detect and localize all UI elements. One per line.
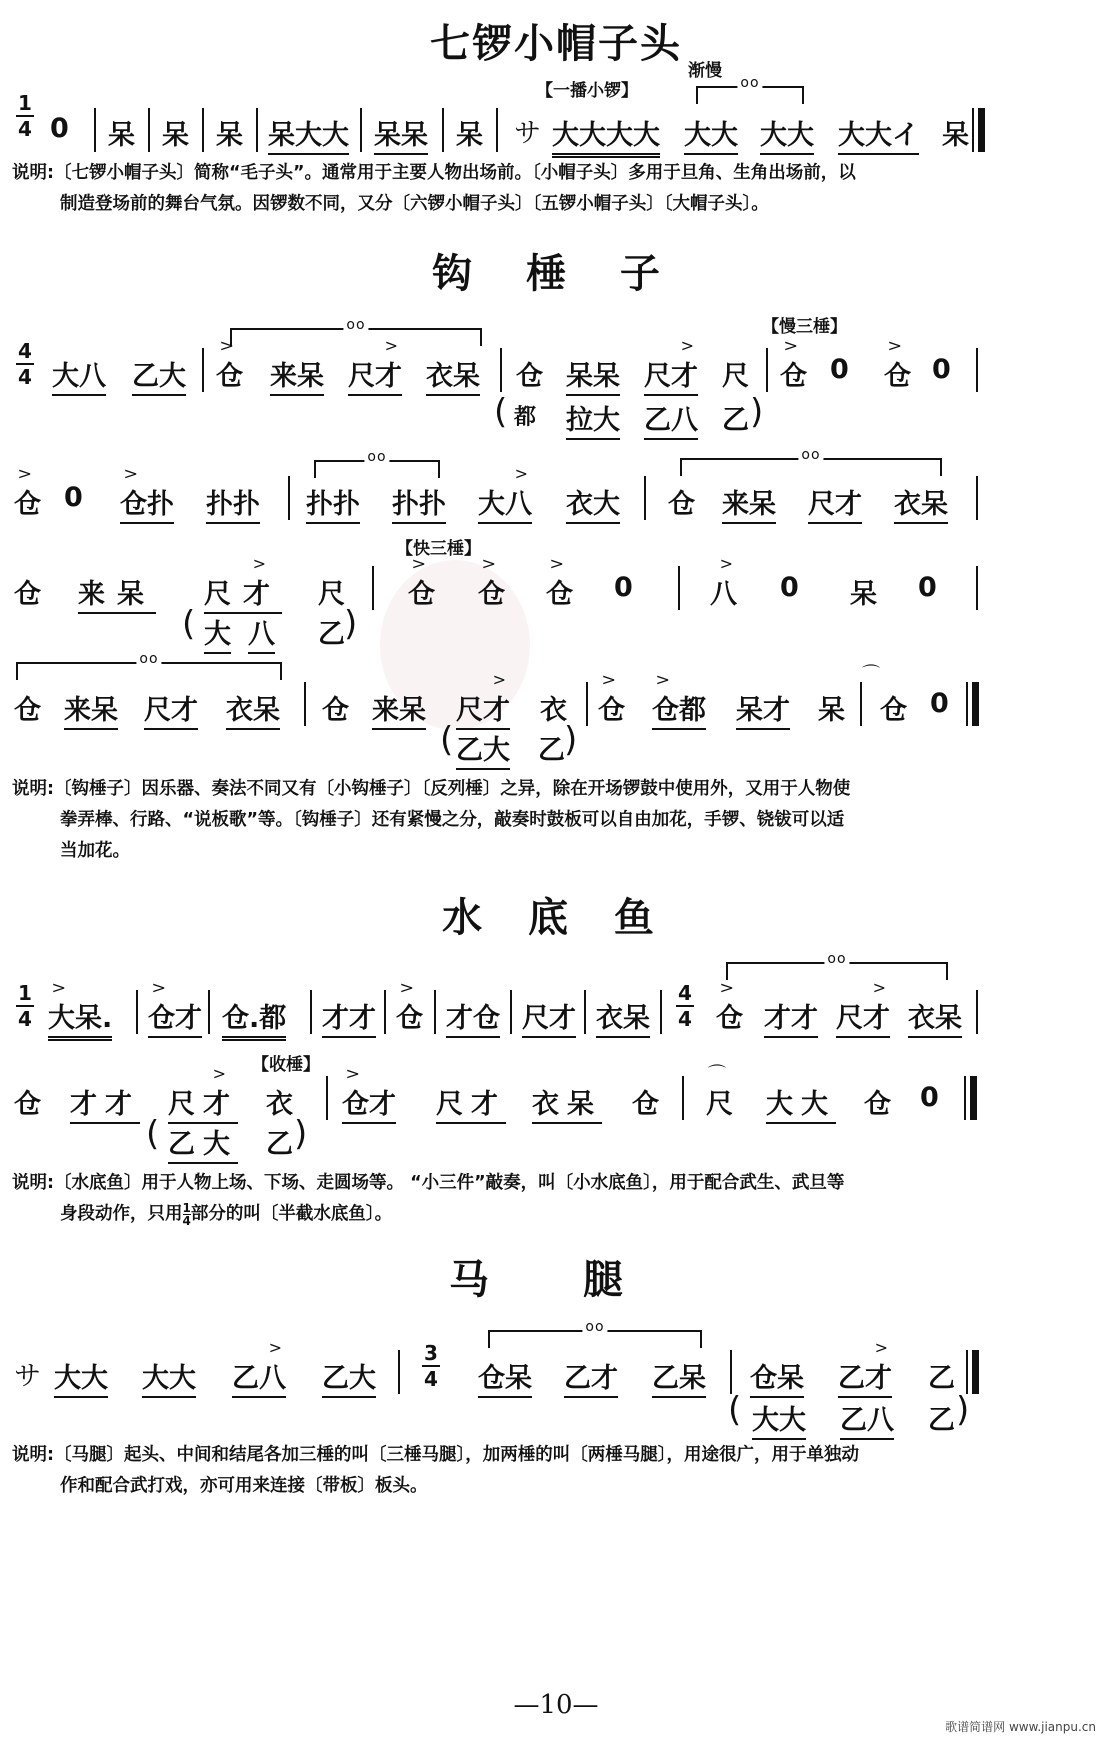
barline (360, 108, 362, 152)
score-symbol: 仓.都 (222, 996, 286, 1041)
final-barline (966, 682, 968, 726)
score-symbol: > 尺才 (348, 354, 402, 396)
score-symbol: > 仓 (546, 572, 573, 611)
score-symbol: 0 (830, 354, 849, 385)
score-symbol: 仓 (632, 1089, 659, 1120)
barline (678, 566, 680, 610)
barline (496, 108, 498, 152)
barline (310, 990, 312, 1034)
tempo-tag: 【慢三棰】 (762, 317, 847, 337)
score-symbol: 乙大 (132, 354, 186, 396)
time-signature: 3 4 (420, 1342, 442, 1390)
score-symbol: 大 (204, 612, 231, 654)
score-symbol: 大大大大 (552, 113, 660, 158)
score-symbol: 衣呆 (532, 1082, 602, 1124)
score-symbol: 呆呆 (566, 354, 620, 396)
score-symbol: 都 (514, 405, 537, 430)
barline (384, 990, 386, 1034)
barline (976, 566, 978, 610)
score-symbol: > 尺才 (168, 1082, 238, 1124)
barline (660, 990, 662, 1034)
score-symbol: 呆 (162, 120, 189, 151)
barline (976, 990, 978, 1034)
fraction: $\frac{1}{4}$ (182, 1200, 191, 1228)
barline (202, 348, 204, 392)
repeat-bracket: oo (488, 1330, 702, 1348)
score-symbol: 乙 (318, 619, 345, 650)
score-symbol: > 仓 (478, 572, 505, 611)
score-symbol: 才才 (764, 996, 818, 1038)
score-symbol: 大八 (52, 354, 106, 396)
score-symbol: 大大 (766, 1082, 836, 1124)
barline (510, 990, 512, 1034)
explanation-note: 说明:〔七锣小帽子头〕简称“毛子头”。通常用于主要人物出场前。〔小帽子头〕多用于旦角、生角出场前，以 制造登场前的舞台气氛。因锣数不同，又分〔六锣小帽子头〕〔五锣小帽子头〕〔大帽子头〕。 (12, 163, 856, 214)
barline (398, 1350, 400, 1394)
close-paren: ) (956, 1390, 970, 1430)
score-symbol: 呆呆 (374, 113, 428, 155)
score-symbol: 0 (614, 572, 633, 603)
score-symbol: 尺 (722, 361, 749, 392)
score-symbol: 衣呆 (426, 354, 480, 396)
score-symbol: 大大 (760, 113, 814, 155)
score-symbol: 仓 (668, 489, 695, 520)
final-barline (970, 1076, 977, 1120)
barline (288, 476, 290, 520)
score-symbol: 呆才 (736, 688, 790, 730)
barline (94, 108, 96, 152)
score-symbol: > 仓 (396, 996, 423, 1035)
score-symbol: 衣 (266, 1089, 293, 1120)
score-symbol: 扑扑 (392, 482, 446, 524)
score-symbol: 乙八 (840, 1398, 894, 1440)
score-symbol: 仓 (14, 695, 41, 726)
repeat-bracket: oo (726, 962, 948, 980)
score-symbol: 扑扑 (306, 482, 360, 524)
repeat-bracket: oo (314, 460, 440, 478)
score-symbol: > 仓 (14, 482, 41, 521)
tempo-marking: 渐慢 (688, 61, 722, 81)
score-symbol: 衣呆 (894, 482, 948, 524)
barline (766, 348, 768, 392)
score-symbol: 来呆 (78, 572, 156, 614)
score-symbol: > 八 (710, 572, 737, 611)
score-symbol: 乙 (266, 1129, 293, 1160)
score-symbol: サ (14, 1361, 41, 1392)
score-symbol: 来呆 (722, 482, 776, 524)
score-symbol: 呆大大 (268, 113, 349, 155)
close-paren: ) (344, 604, 358, 644)
tempo-tag: 【一播小锣】 (536, 81, 638, 101)
score-symbol: > 仓 (780, 354, 807, 393)
score-symbol: 仓 (14, 579, 41, 610)
score-symbol: 仓 (864, 1089, 891, 1120)
score-symbol: 呆 (850, 579, 877, 610)
tempo-tag: 【收棰】 (252, 1055, 320, 1075)
explanation-note: 说明:〔钩棰子〕因乐器、奏法不同又有〔小钩棰子〕〔反列棰〕之异，除在开场锣鼓中使用外，又用于人物使 拳弄棒、行路、“说板歌”等。〔钩棰子〕还有紧慢之分，敲奏时鼓板可以自由加花，手锣、铙钹可以适 当加花。 (12, 779, 851, 861)
score-symbol: 大大 (752, 1398, 806, 1440)
barline (976, 348, 978, 392)
score-symbol: > 大呆. (48, 996, 112, 1041)
score-symbol: 八 (248, 612, 275, 654)
score-symbol: 0 (64, 482, 83, 513)
repeat-bracket: oo (696, 86, 804, 104)
close-paren: ) (564, 720, 578, 760)
time-signature: 4 4 (14, 340, 36, 388)
score-symbol: 呆 (942, 120, 969, 151)
barline (202, 108, 204, 152)
site-watermark: 歌谱简谱网 www.jianpu.cn (945, 1720, 1096, 1734)
score-symbol: 扑扑 (206, 482, 260, 524)
score-symbol: 0 (50, 113, 69, 144)
barline (682, 1076, 684, 1120)
barline (136, 990, 138, 1034)
explanation-note: 说明:〔马腿〕起头、中间和结尾各加三棰的叫〔三棰马腿〕，加两棰的叫〔两棰马腿〕，用途很广，用于单独动 作和配合武打戏，亦可用来连接〔带板〕板头。 (12, 1445, 859, 1496)
score-symbol: 来呆 (270, 354, 324, 396)
open-paren: ( (440, 720, 454, 760)
score-symbol: 仓呆 (750, 1356, 804, 1398)
repeat-bracket: oo (680, 458, 942, 476)
score-symbol: 来呆 (372, 688, 426, 730)
score-symbol: > 乙才 (838, 1356, 892, 1398)
score-symbol: > 仓 (216, 354, 243, 393)
score-symbol: 大大 (54, 1356, 108, 1398)
section-title-matui: 马 腿 (449, 1256, 663, 1303)
barline (586, 682, 588, 726)
score-symbol: > 尺才 (836, 996, 890, 1038)
score-symbol: 0 (930, 688, 949, 719)
score-symbol: 乙大 (168, 1122, 238, 1164)
score-symbol: 才才 (70, 1082, 140, 1124)
barline (148, 108, 150, 152)
score-symbol: 大大 (142, 1356, 196, 1398)
score-symbol: 衣大 (566, 482, 620, 524)
score-symbol: 0 (780, 572, 799, 603)
score-symbol: 才才 (322, 996, 376, 1038)
score-symbol: 尺才 (144, 688, 198, 730)
close-paren: ) (750, 392, 764, 432)
score-symbol: > 尺才 (204, 572, 282, 614)
score-symbol: 0 (918, 572, 937, 603)
score-symbol: 乙大 (456, 728, 510, 770)
close-paren: ) (294, 1114, 308, 1154)
score-symbol: 才仓 (446, 996, 500, 1038)
time-signature: 4 4 (674, 982, 696, 1030)
score-symbol: 尺才 (436, 1082, 506, 1124)
score-symbol: 乙 (538, 735, 565, 766)
barline (730, 1350, 732, 1394)
score-symbol: 0 (920, 1082, 939, 1113)
fermata-barline (860, 682, 862, 726)
score-symbol: 乙 (722, 405, 749, 436)
final-barline (972, 682, 979, 726)
score-symbol: > 仓 (408, 572, 435, 611)
barline (644, 476, 646, 520)
time-signature: 1 4 (14, 982, 36, 1030)
score-symbol: 乙 (928, 1363, 955, 1394)
score-symbol: 仓 (880, 695, 907, 726)
score-symbol: 乙 (928, 1405, 955, 1436)
barline (500, 348, 502, 392)
tempo-tag: 【快三棰】 (396, 539, 481, 559)
barline (304, 682, 306, 726)
score-symbol: 大大イ (838, 113, 919, 155)
score-symbol: 尺才 (808, 482, 862, 524)
score-symbol: 衣呆 (908, 996, 962, 1038)
score-symbol: 乙才 (564, 1356, 618, 1398)
explanation-note: 说明:〔水底鱼〕用于人物上场、下场、走圆场等。 “小三件”敲奏，叫〔小水底鱼〕，用于配合武生、武旦等 身段动作，只用$\frac{1}{4}$部分的叫〔半截水底鱼〕。 (12, 1173, 845, 1228)
score-symbol: 衣 (540, 695, 567, 726)
barline (434, 990, 436, 1034)
score-symbol: 衣呆 (226, 688, 280, 730)
score-symbol: > 乙八 (232, 1356, 286, 1398)
open-paren: ( (182, 604, 196, 644)
score-symbol: > 仓 (716, 996, 743, 1035)
open-paren: ( (728, 1390, 742, 1430)
score-symbol: > 仓 (884, 354, 911, 393)
score-symbol: > 尺才 (644, 354, 698, 396)
section-title-gouchuizi: 钩 棰 子 (432, 250, 680, 297)
score-symbol: 仓 (322, 695, 349, 726)
barline (326, 1076, 328, 1120)
repeat-bracket: oo (16, 662, 282, 680)
final-barline (964, 1076, 966, 1120)
score-symbol: > 尺才 (456, 688, 510, 730)
open-paren: ( (494, 392, 508, 432)
score-symbol: 乙呆 (652, 1356, 706, 1398)
score-symbol: > 仓才 (148, 996, 202, 1038)
time-signature: 1 4 (14, 92, 36, 140)
score-symbol: 大大 (684, 113, 738, 155)
final-barline (966, 1350, 968, 1394)
barline (208, 990, 210, 1034)
barline (584, 990, 586, 1034)
section-title-qiluo: 七锣小帽子头 (430, 20, 682, 67)
score-symbol: 乙八 (644, 398, 698, 440)
barline (372, 566, 374, 610)
score-symbol: > 仓都 (652, 688, 706, 730)
score-symbol: 拉大 (566, 398, 620, 440)
score-symbol: > 仓扑 (120, 482, 174, 524)
score-symbol: 尺 (318, 579, 345, 610)
score-symbol: 尺才 (522, 996, 576, 1038)
score-symbol: > 仓 (598, 688, 625, 727)
score-symbol: 衣呆 (596, 996, 650, 1038)
score-symbol: 呆 (818, 695, 845, 726)
score-symbol: 呆 (456, 120, 483, 151)
score-symbol: 呆 (108, 120, 135, 151)
score-symbol: ⌒ 尺 (706, 1082, 733, 1121)
score-symbol: > 仓才 (342, 1082, 396, 1124)
score-symbol: 仓 (516, 361, 543, 392)
page-number: —10— (513, 1690, 599, 1720)
final-barline (978, 108, 985, 152)
section-title-shuidiyu: 水 底 鱼 (442, 894, 670, 941)
barline (442, 108, 444, 152)
open-paren: ( (146, 1114, 160, 1154)
final-barline (972, 1350, 979, 1394)
repeat-bracket: oo (230, 328, 482, 346)
barline (256, 108, 258, 152)
score-symbol: 仓 (14, 1089, 41, 1120)
barline (976, 476, 978, 520)
score-symbol: 来呆 (64, 688, 118, 730)
score-symbol: サ (514, 118, 541, 149)
score-symbol: 仓呆 (478, 1356, 532, 1398)
score-symbol: 乙大 (322, 1356, 376, 1398)
final-barline (972, 108, 974, 152)
score-symbol: 呆 (216, 120, 243, 151)
score-symbol: > 大八 (478, 482, 532, 524)
score-symbol: 0 (932, 354, 951, 385)
